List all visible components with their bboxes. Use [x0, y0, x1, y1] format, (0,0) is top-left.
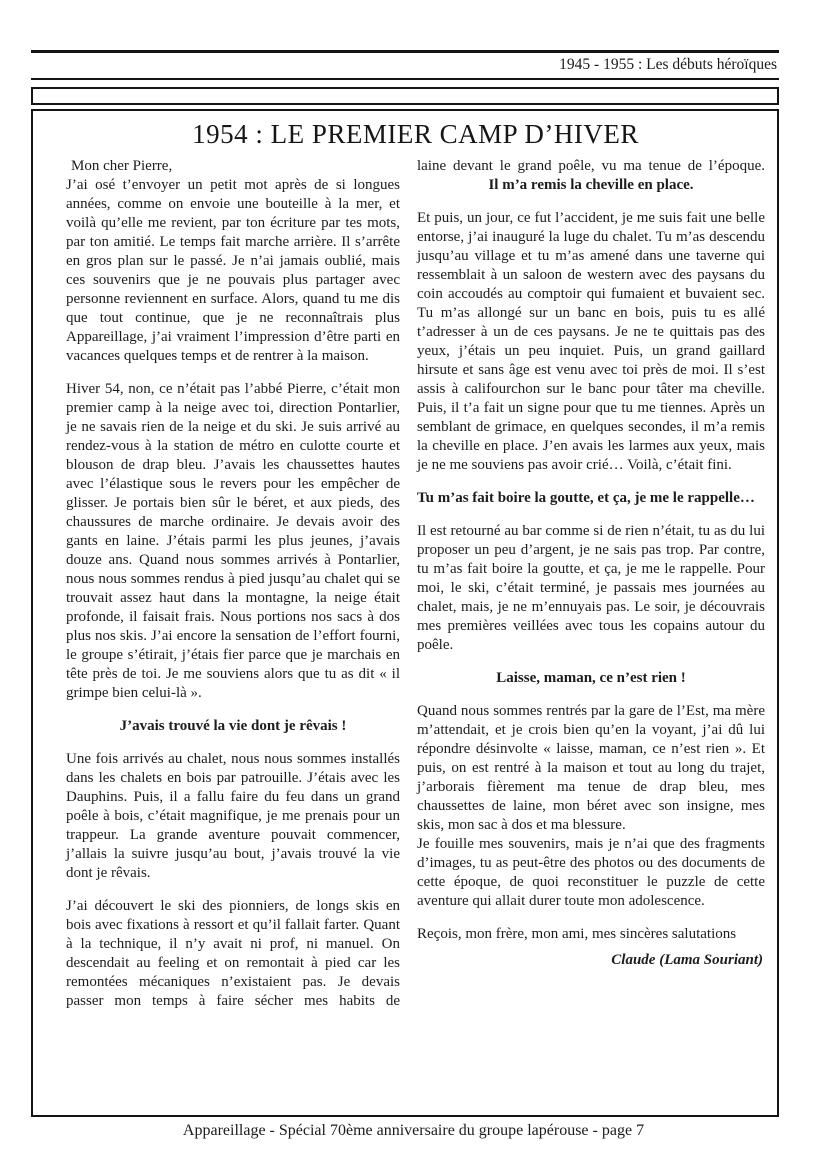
paragraph-continued: J’ai découvert le ski des pionniers, de longs skis en bois avec fixations à ressort et qu’il fallait farter. Quant à la technique, il n’y avait ni prof, ni manuel. On descendait au feeling et on remontait à pied car les remontées mécaniques n’existaient pas. Je devais passer mon temps à faire sécher mes habits de	[66, 898, 400, 1009]
subheading-centered: Laisse, maman, ce n’est rien !	[496, 670, 686, 686]
subheading-centered: Il m’a remis la cheville en place.	[488, 177, 694, 193]
paragraph: Hiver 54, non, ce n’était pas l’abbé Pierre, c’était mon premier camp à la neige avec toi, direction Pontarlier, je ne savais rien de la neige et du ski. Je suis arrivé au rendez-vous à la station de métro en culotte courte et blouson de drap bleu. J’avais les chaussettes hautes avec l’élastique sous le revers pour les empêcher de glisser. Je portais bien sûr le béret, et aux pieds, des chaussures de marche ordinaire. Je devais avoir des gants en laine. J’étais parmi les plus jeunes, j’avais douze ans. Quand nous sommes arrivés à Pontarlier, nous nous sommes rendus à pied jusqu’au chalet qui se trouvait assez haut dans la montagne, la neige était profonde, il faisait frais. Nous portions nos sacs à dos plus nos skis. J’ai encore la sensation de l’effort fourni, le groupe s’étirait, j’étais fier parce que je marchais en tête près de toi. Je me souviens alors que tu as dit « il grimpe bien celui-là ».	[66, 381, 400, 701]
subheading-justified: Tu m’as fait boire la goutte, et ça, je me le rappelle…	[417, 490, 755, 506]
subheading-centered: J’avais trouvé la vie dont je rêvais !	[119, 718, 347, 734]
article-frame	[31, 109, 779, 1117]
paragraph: Il est retourné au bar comme si de rien n’était, tu as du lui proposer un peu d’argent, je ne sais pas trop. Par contre, tu m’as fait boire la goutte, et ça, je me le rappelle. Pour moi, le ski, c’était terminé, je passais mes journées au chalet, mais, je ne m’ennuyais pas. Le soir, je découvrais mes premières veillées avec tous les copains autour du poêle.	[417, 523, 765, 653]
article-column-right	[417, 157, 765, 1011]
paragraph: Et puis, un jour, ce fut l’accident, je me suis fait une belle entorse, j’ai inauguré la luge du chalet. Tu m’as descendu jusqu’au village et tu m’as amené dans une taverne qui ressemblait à un saloon de western avec des paysans du coin accoudés au comptoir qui fumaient et buvaient sec. Tu m’as allongé sur un banc en bois, puis tu es allé t’adresser à un de ces paysans. Je ne te quittais pas des yeux, j’étais un peu inquiet. Puis, un grand gaillard hirsute et sans âge est venu avec toi près de moi. Il s’est assis à califourchon sur le banc pour tâter ma cheville. Puis, il t’a fait un signe pour que tu me tiennes. Après un semblant de grimace, en quelques secondes, il m’a remis la cheville en place. J’en avais les larmes aux yeux, mais je ne me souviens pas avoir crié… Voilà, c’était fini.	[417, 210, 765, 473]
paragraph: J’ai osé t’envoyer un petit mot après de si longues années, comme on envoie une bouteille à la mer, et voilà qu’elle me revient, par ton écriture par tes mots, par ton amitié. Le temps fait marche arrière. Il s’arrête en gros plan sur le passé. Je n’ai jamais oublié, mais ces souvenirs que je ne pouvais plus partager avec personne reviennent en surface. Alors, quand tu me dis que tout continue, que je ne reconnaîtrais plus Appareillage, j’ai vraiment l’impression d’être parti en vacances quelques temps et de rentrer à la maison.	[66, 177, 400, 364]
paragraph: Je fouille mes souvenirs, mais je n’ai que des fragments d’images, tu as peut-être des photos ou des documents de cette époque, de quoi reconstituer le puzzle de cette aventure qui allait durer toute mon adolescence.	[417, 836, 765, 909]
masthead-top-rule	[31, 50, 779, 53]
article-title: 1954 : LE PREMIER CAMP D’HIVER	[192, 119, 639, 149]
article-columns	[66, 157, 765, 1011]
closing-line: Reçois, mon frère, mon ami, mes sincères salutations	[417, 926, 737, 942]
article-column-left	[66, 157, 400, 1011]
paragraph: Une fois arrivés au chalet, nous nous sommes installés dans les chalets en bois par patrouille. J’étais avec les Dauphins. Puis, il a fallu faire du feu dans un grand poêle à bois, c’était magnifique, je me prenais pour un trappeur. La grande aventure pouvait commencer, j’allais la suivre jusqu’au bout, j’avais trouvé la vie dont je rêvais.	[66, 751, 400, 881]
masthead-bottom-rule	[31, 78, 779, 80]
signature: Claude (Lama Souriant)	[611, 952, 763, 968]
header-spacer-box	[31, 87, 779, 105]
masthead-edition-label: 1945 - 1955 : Les débuts héroïques	[559, 56, 777, 73]
paragraph-continued: laine devant le grand poêle, vu ma tenue de l’époque.	[417, 158, 765, 174]
page-footer: Appareillage - Spécial 70ème anniversaire du groupe lapérouse - page 7	[182, 1122, 645, 1139]
letter-salutation: Mon cher Pierre,	[71, 158, 173, 174]
paragraph: Quand nous sommes rentrés par la gare de l’Est, ma mère m’attendait, et je crois bien qu’en la voyant, j’ai dû lui répondre désinvolte « laisse, maman, ce n’est rien ». Et puis, on est rentré à la maison et tout au long du trajet, j’arborais fièrement ma tenue de drap bleu, mes chaussettes de laine, mon béret avec son insigne, mes skis, mon sac à dos et ma blessure.	[417, 703, 765, 833]
